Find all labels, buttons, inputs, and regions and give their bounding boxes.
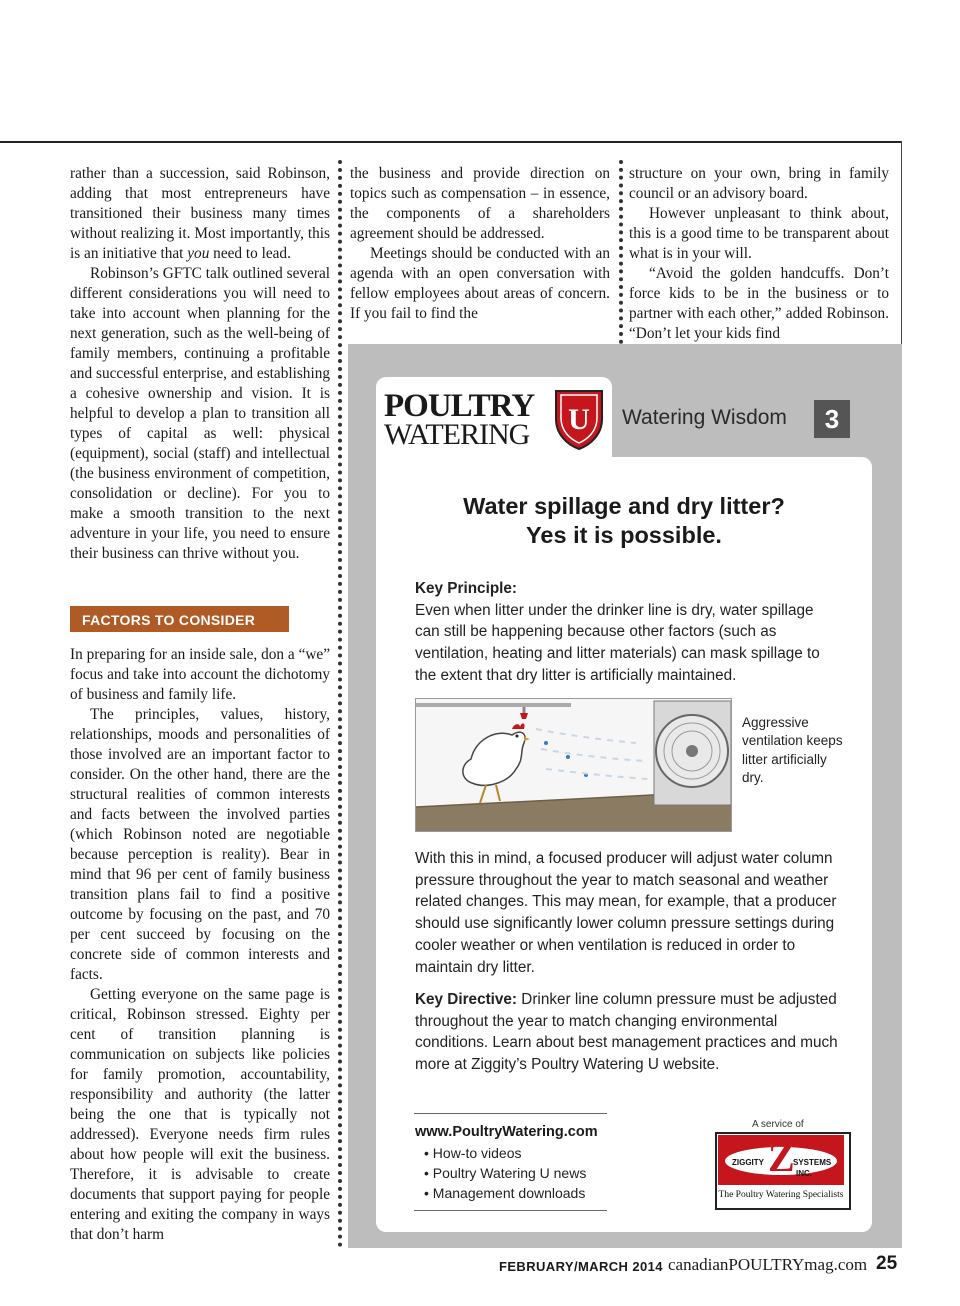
column-divider-2: [619, 160, 623, 344]
column-divider-1: [338, 160, 342, 1248]
divider: [414, 1210, 607, 1211]
logo-poultry: POULTRY: [384, 388, 535, 424]
paragraph: In preparing for an inside sale, don a “we” focus and take into account the dichotomy of business and family life.: [70, 646, 330, 703]
paragraph: However unpleasant to think about, this is a good time to be transparent about what is in your will.: [629, 205, 889, 262]
page-number: 25: [876, 1253, 898, 1274]
chicken-fan-illustration: [416, 699, 731, 831]
key-principle: Key Principle: Even when litter under the drinker line is dry, water spillage can still be happening because other factors (such as ventilation, heating and litter materials) can mask spillage to the extent that dry litter is artificially maintained.: [415, 580, 820, 684]
list-item: • Management downloads: [424, 1183, 586, 1203]
systems-word: SYSTEMS: [793, 1158, 832, 1167]
article-column-2: [350, 164, 610, 324]
article-column-3: [629, 164, 889, 344]
paragraph: Getting everyone on the same page is critical, Robinson stressed. Eighty per cent of transition planning is communication on subjects like policies for family promotion, accountability, responsibility and authority (the latter being the one that is typically not addressed). Everyone needs firm rules about how people will exit the business. Therefore, it is advisable to create documents that support paying for people entering and exiting the company in ways that don’t harm: [70, 986, 330, 1243]
paragraph: rather than a succession, said Robinson, adding that most entrepreneurs have transitioned their business many times without realizing it. Most importantly, this is an initiative that you need to lead.: [70, 165, 330, 262]
list-item: • How-to videos: [424, 1143, 586, 1163]
divider: [414, 1113, 607, 1114]
ziggity-z: Z: [768, 1135, 795, 1180]
illustration: [415, 698, 732, 832]
ad-body: With this in mind, a focused producer will adjust water column pressure throughout the year to match seasonal and weather related changes. This may mean, for example, that a producer should use significantly lower column pressure settings during cooler weather or when ventilation is reduced in order to maintain dry litter.: [415, 850, 837, 976]
article-column-1-bottom: [70, 645, 330, 1245]
resource-list: [424, 1143, 586, 1203]
key-directive: Key Directive: Drinker line column pressure must be adjusted throughout the year to match changing environmental conditions. Learn about best management practices and much more at Ziggity’s Poultry Watering U website.: [415, 991, 838, 1074]
paragraph: the business and provide direction on topics such as compensation – in essence, the components of a shareholders agreement should be addressed.: [350, 165, 610, 242]
shield-letter: U: [568, 403, 590, 436]
ad-panel: [376, 457, 872, 1232]
website-link[interactable]: www.PoultryWatering.com: [415, 1124, 598, 1140]
shield-logo-icon: [554, 389, 604, 451]
logo-watering: WATERING: [384, 418, 530, 451]
right-rule: [901, 141, 902, 344]
ziggity-tagline: The Poultry Watering Specialists: [718, 1190, 844, 1200]
magazine-site: canadianPOULTRYmag.com: [668, 1255, 868, 1274]
ziggity-word: ZIGGITY: [732, 1158, 764, 1167]
inc-word: INC.: [796, 1169, 812, 1178]
illustration-caption: Aggressive ventilation keeps litter artificially dry.: [742, 715, 843, 785]
section-heading: FACTORS TO CONSIDER: [70, 606, 289, 632]
paragraph: The principles, values, history, relationships, moods and personalities of those involved are an important factor to consider. On the other hand, there are the structural realities of common interests and facts between the involved parties (which Robinson noted are negotiable because perception is reality). Bear in mind that 96 per cent of family business transition plans fail to find a positive outcome by focusing on the past, and 70 per cent succeed by focusing on the concrete side of common interests and facts.: [70, 706, 330, 983]
paragraph: structure on your own, bring in family council or an advisory board.: [629, 165, 889, 202]
paragraph: Meetings should be conducted with an agenda with an open conversation with fellow employees about areas of concern. If you fail to find the: [350, 245, 610, 322]
series-number: 3: [814, 400, 850, 438]
list-item: • Poultry Watering U news: [424, 1163, 586, 1183]
service-of-label: A service of: [752, 1119, 804, 1130]
paragraph: Robinson’s GFTC talk outlined several different considerations you will need to take into account when planning for the next generation, such as the well-being of family members, continuing a profitable and successful enterprise, and establishing a cohesive ownership and vision. It is helpful to develop a plan to transition all types of capital as well: physical (equipment), social (staff) and intellectual (the business environment of competition, consolidation or decline). For you to make a smooth transition to the next adventure in your life, you need to ensure their business can thrive without you.: [70, 265, 330, 562]
issue-date: FEBRUARY/MARCH 2014: [499, 1259, 663, 1274]
top-rule: [0, 141, 902, 143]
paragraph: “Avoid the golden handcuffs. Don’t force kids to be in the business or to partner with each other,” added Robinson. “Don’t let your kids find: [629, 265, 889, 342]
ad-headline: Water spillage and dry litter? Yes it is possible.: [463, 493, 785, 548]
article-column-1-top: [70, 164, 330, 564]
series-title: Watering Wisdom: [622, 406, 787, 429]
